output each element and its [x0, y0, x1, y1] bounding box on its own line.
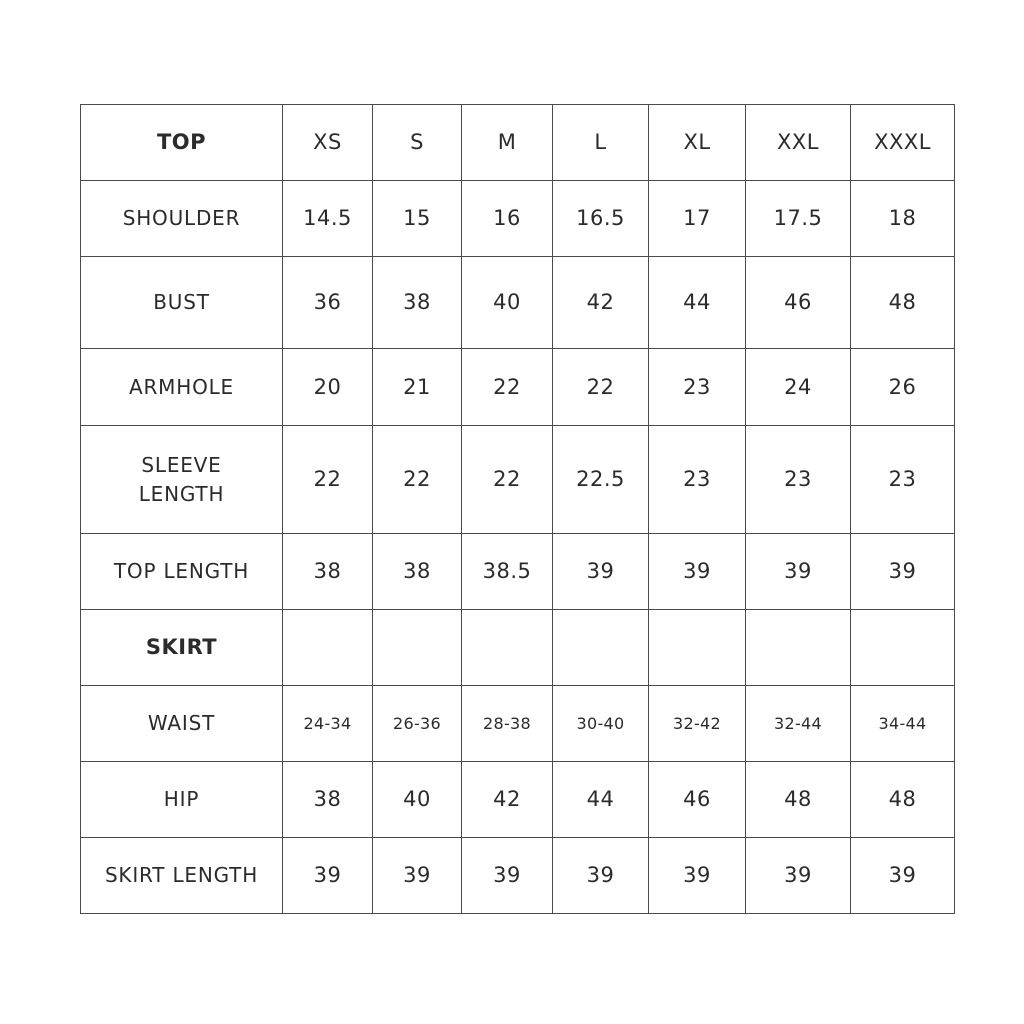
cell-value: 40 — [373, 762, 462, 838]
row-label: SHOULDER — [81, 181, 283, 257]
table-row-hip — [81, 762, 955, 838]
cell-value: 20 — [283, 349, 373, 426]
size-chart-table — [80, 104, 955, 914]
cell-value: 39 — [553, 534, 649, 610]
cell-value: 24-34 — [283, 686, 373, 762]
cell-value: 32-42 — [649, 686, 746, 762]
cell-value: 39 — [462, 838, 553, 914]
table-row-shoulder — [81, 181, 955, 257]
size-header-l: L — [553, 105, 649, 181]
row-label-line-1: SLEEVE — [141, 452, 222, 477]
cell-value: 39 — [553, 838, 649, 914]
cell-value: 38 — [373, 534, 462, 610]
table-row-skirt-length — [81, 838, 955, 914]
cell-value: 48 — [851, 257, 955, 349]
row-label: BUST — [81, 257, 283, 349]
table-row-armhole — [81, 349, 955, 426]
size-header-s: S — [373, 105, 462, 181]
row-label: SKIRT LENGTH — [81, 838, 283, 914]
empty-cell — [649, 610, 746, 686]
size-header-xl: XL — [649, 105, 746, 181]
header-row — [81, 105, 955, 181]
cell-value: 40 — [462, 257, 553, 349]
cell-value: 39 — [746, 838, 851, 914]
cell-value: 17.5 — [746, 181, 851, 257]
row-label: TOP LENGTH — [81, 534, 283, 610]
cell-value: 26 — [851, 349, 955, 426]
cell-value: 36 — [283, 257, 373, 349]
cell-value: 23 — [851, 426, 955, 534]
top-section-header: TOP — [81, 105, 283, 181]
empty-cell — [283, 610, 373, 686]
cell-value: 24 — [746, 349, 851, 426]
cell-value: 39 — [649, 534, 746, 610]
size-header-xxl: XXL — [746, 105, 851, 181]
cell-value: 30-40 — [553, 686, 649, 762]
table-row-bust — [81, 257, 955, 349]
cell-value: 18 — [851, 181, 955, 257]
cell-value: 39 — [283, 838, 373, 914]
cell-value: 22 — [462, 426, 553, 534]
table-row-sleeve-length — [81, 426, 955, 534]
cell-value: 46 — [649, 762, 746, 838]
cell-value: 38 — [283, 534, 373, 610]
cell-value: 21 — [373, 349, 462, 426]
cell-value: 22 — [553, 349, 649, 426]
cell-value: 38 — [373, 257, 462, 349]
cell-value: 14.5 — [283, 181, 373, 257]
cell-value: 44 — [649, 257, 746, 349]
cell-value: 23 — [649, 426, 746, 534]
empty-cell — [373, 610, 462, 686]
size-header-xs: XS — [283, 105, 373, 181]
cell-value: 34-44 — [851, 686, 955, 762]
cell-value: 44 — [553, 762, 649, 838]
skirt-section-header: SKIRT — [81, 610, 283, 686]
table-row-waist — [81, 686, 955, 762]
cell-value: 28-38 — [462, 686, 553, 762]
cell-value: 32-44 — [746, 686, 851, 762]
row-label-line-2: LENGTH — [138, 481, 225, 506]
cell-value: 39 — [373, 838, 462, 914]
size-header-xxxl: XXXL — [851, 105, 955, 181]
cell-value: 38 — [283, 762, 373, 838]
size-header-m: M — [462, 105, 553, 181]
table-row-top-length — [81, 534, 955, 610]
cell-value: 26-36 — [373, 686, 462, 762]
cell-value: 46 — [746, 257, 851, 349]
cell-value: 22 — [283, 426, 373, 534]
skirt-header-row — [81, 610, 955, 686]
cell-value: 48 — [851, 762, 955, 838]
row-label: ARMHOLE — [81, 349, 283, 426]
cell-value: 39 — [649, 838, 746, 914]
cell-value: 23 — [649, 349, 746, 426]
cell-value: 39 — [851, 534, 955, 610]
cell-value: 22 — [373, 426, 462, 534]
empty-cell — [746, 610, 851, 686]
row-label — [81, 426, 283, 534]
cell-value: 23 — [746, 426, 851, 534]
cell-value: 48 — [746, 762, 851, 838]
cell-value: 39 — [851, 838, 955, 914]
cell-value: 22.5 — [553, 426, 649, 534]
cell-value: 22 — [462, 349, 553, 426]
empty-cell — [462, 610, 553, 686]
row-label: WAIST — [81, 686, 283, 762]
cell-value: 16 — [462, 181, 553, 257]
cell-value: 17 — [649, 181, 746, 257]
cell-value: 38.5 — [462, 534, 553, 610]
cell-value: 39 — [746, 534, 851, 610]
cell-value: 42 — [553, 257, 649, 349]
empty-cell — [553, 610, 649, 686]
empty-cell — [851, 610, 955, 686]
cell-value: 42 — [462, 762, 553, 838]
cell-value: 15 — [373, 181, 462, 257]
cell-value: 16.5 — [553, 181, 649, 257]
row-label: HIP — [81, 762, 283, 838]
